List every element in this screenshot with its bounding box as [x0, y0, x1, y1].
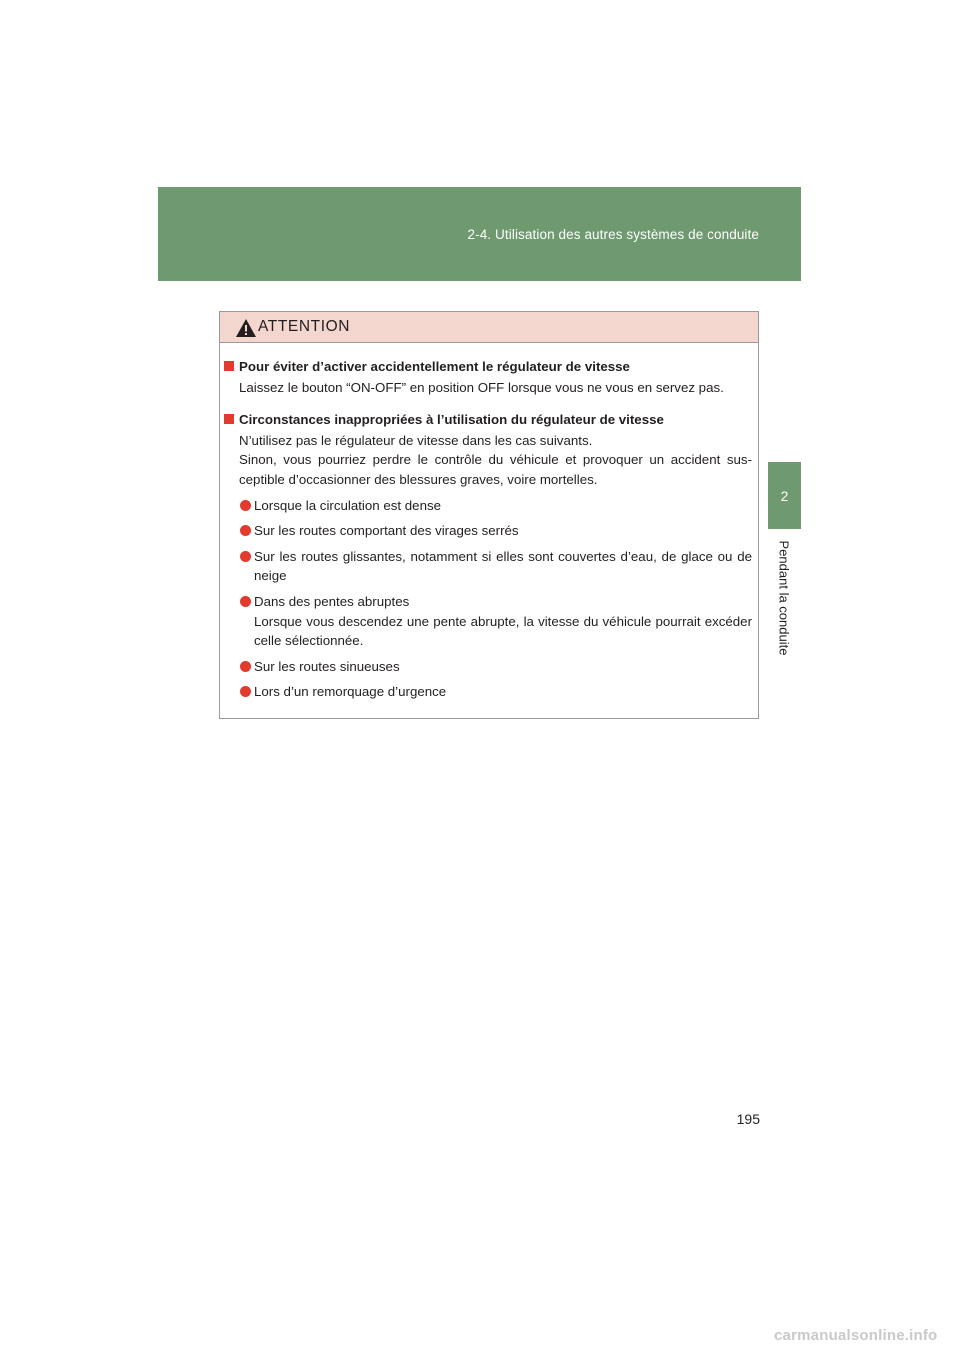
- section-paragraph: [224, 431, 752, 490]
- red-bullet-icon: [240, 525, 251, 536]
- section-title: 2-4. Utilisation des autres systèmes de conduite: [467, 227, 759, 242]
- warning-body: [220, 343, 758, 702]
- section-paragraph: Laissez le bouton “ON-OFF” en position OFF lorsque vous ne vous en servez pas.: [239, 379, 724, 395]
- list-item-text: Sur les routes sinueuses: [254, 658, 400, 674]
- red-square-icon: [224, 361, 234, 371]
- section-heading: [224, 357, 752, 377]
- red-square-icon: [224, 414, 234, 424]
- list-item: [224, 521, 752, 541]
- section-heading-text: Circonstances inappropriées à l’utilisation du régulateur de vitesse: [239, 412, 664, 428]
- section-heading: [224, 410, 752, 430]
- list-item-text: Lorsque la circulation est dense: [254, 497, 442, 513]
- list-item-detail: Lorsque vous descendez une pente abrupte, la vitesse du véhicule pourrait excéder celle sélectionnée.: [254, 613, 752, 649]
- paragraph-line: Sinon, vous pourriez perdre le contrôle du véhicule et provoquer un accident sus-ceptible d’occasionner des blessures graves, voire mortelles.: [239, 452, 752, 487]
- warning-header: [220, 312, 758, 343]
- red-bullet-icon: [240, 500, 251, 511]
- red-bullet-icon: [240, 596, 251, 607]
- list-item-text: Sur les routes comportant des virages serrés: [254, 523, 519, 539]
- red-bullet-icon: [240, 551, 251, 562]
- list-item: [224, 657, 752, 677]
- chapter-number: 2: [780, 488, 789, 504]
- warning-triangle-icon: [235, 318, 257, 338]
- warning-box: [219, 311, 759, 719]
- list-item: [224, 496, 752, 516]
- chapter-tab: [768, 462, 801, 529]
- red-bullet-icon: [240, 661, 251, 672]
- page-number: 195: [736, 1111, 760, 1127]
- section-heading-text: Pour éviter d’activer accidentellement le régulateur de vitesse: [239, 359, 630, 374]
- watermark: carmanualsonline.info: [774, 1327, 938, 1344]
- list-item: [224, 682, 752, 702]
- paragraph-line: N’utilisez pas le régulateur de vitesse dans les cas suivants.: [239, 432, 593, 448]
- list-item-text: Dans des pentes abruptes: [254, 593, 410, 609]
- list-item-text: Lors d’un remorquage d’urgence: [254, 684, 447, 700]
- list-item-text: Sur les routes glissantes, notamment si elles sont couvertes d’eau, de glace ou de neige: [254, 548, 752, 584]
- list-item: [224, 547, 752, 586]
- red-bullet-icon: [240, 686, 251, 697]
- section-header-band: [158, 187, 801, 281]
- list-item: [224, 592, 752, 651]
- chapter-label: Pendant la conduite: [776, 540, 792, 656]
- warning-label: ATTENTION: [258, 318, 351, 335]
